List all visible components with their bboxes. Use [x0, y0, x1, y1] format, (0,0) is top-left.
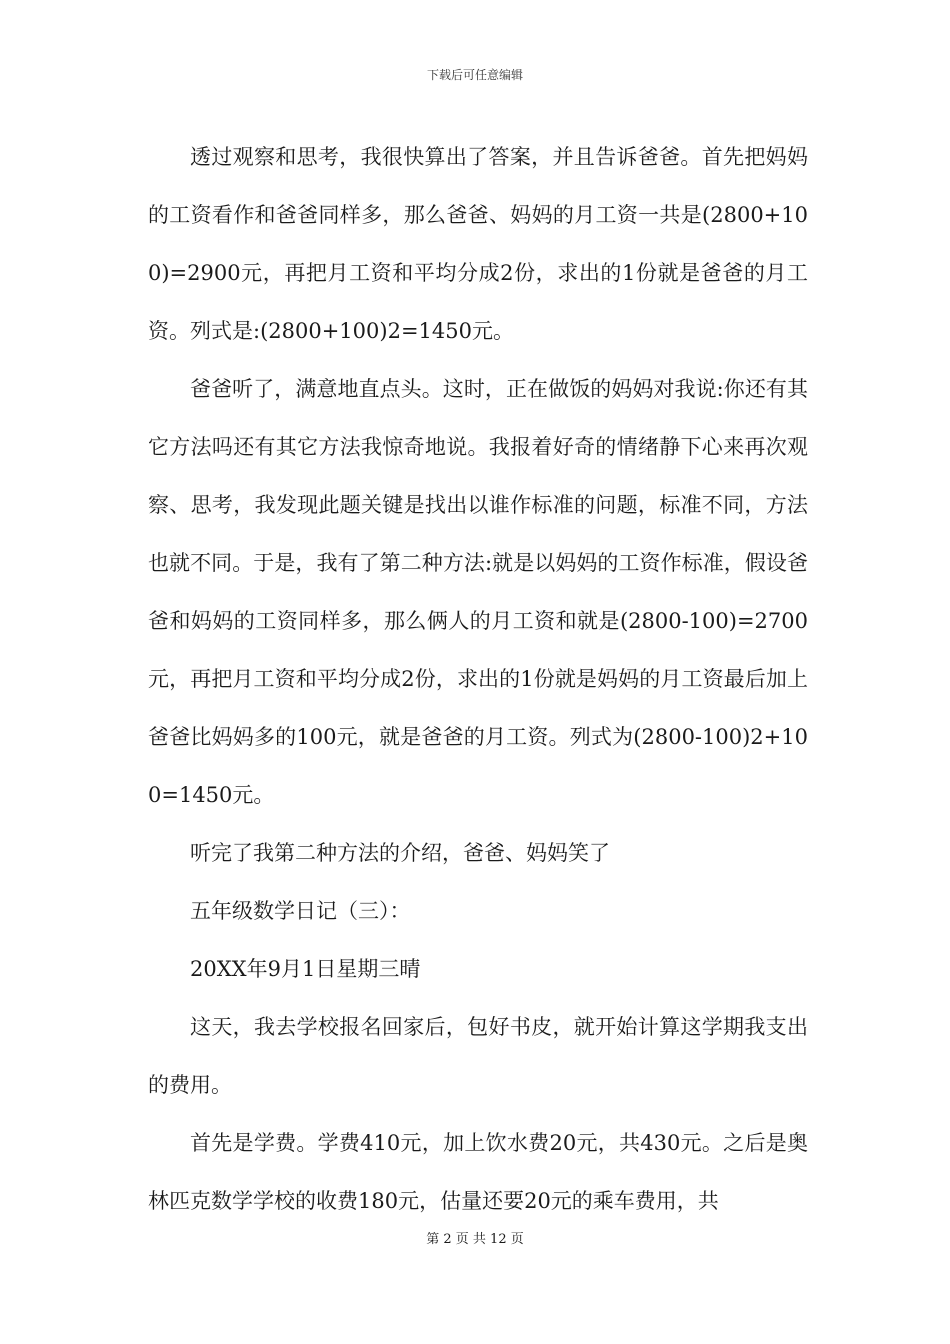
paragraph-6: 这天，我去学校报名回家后，包好书皮，就开始计算这学期我支出的费用。 [148, 1015, 808, 1097]
paragraph-7: 首先是学费。学费410元，加上饮水费20元，共430元。之后是奥林匹克数学学校的收费180元，估量还要20元的乘车费用，共 [148, 1131, 808, 1213]
page-header: 下载后可任意编辑 [426, 68, 523, 82]
paragraph-5-date: 20XX年9月1日星期三晴 [190, 957, 421, 981]
paragraph-2: 爸爸听了，满意地直点头。这时，正在做饭的妈妈对我说:你还有其它方法吗还有其它方法我惊奇地说。我报着好奇的情绪静下心来再次观察、思考，我发现此题关键是找出以谁作标准的问题，标准不同，方法也就不同。于是，我有了第二种方法:就是以妈妈的工资作标准，假设爸爸和妈妈的工资同样多，那么俩人的月工资和就是(2800-100)=2700元，再把月工资和平均分成2份，求出的1份就是妈妈的月工资最后加上爸爸比妈妈多的100元，就是爸爸的月工资。列式为(2800-100)2+100=1450元。 [148, 377, 808, 807]
paragraph-1: 透过观察和思考，我很快算出了答案，并且告诉爸爸。首先把妈妈的工资看作和爸爸同样多，那么爸爸、妈妈的月工资一共是(2800+100)=2900元，再把月工资和平均分成2份，求出的1份就是爸爸的月工资。列式是:(2800+100)2=1450元。 [148, 145, 808, 343]
paragraph-3: 听完了我第二种方法的介绍，爸爸、妈妈笑了 [190, 841, 610, 865]
paragraph-4-heading: 五年级数学日记（三）： [190, 899, 411, 923]
document-body [148, 128, 808, 1230]
page-footer: 第 2 页 共 12 页 [426, 1232, 524, 1247]
